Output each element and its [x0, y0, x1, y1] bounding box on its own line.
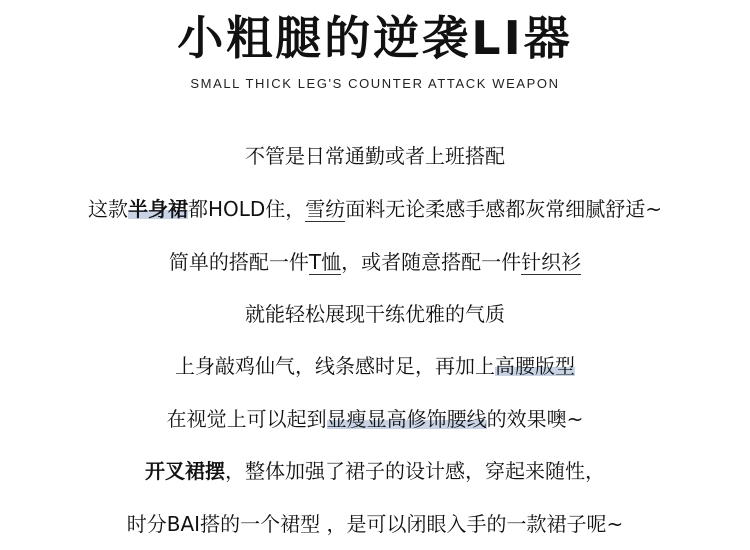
- line-6-text-a: 在视觉上可以起到: [166, 407, 327, 431]
- highlight-high-waist: 高腰版型: [495, 354, 575, 378]
- text-line-1: [0, 142, 750, 170]
- line-3-text-c: ，或者随意搭配一件: [341, 250, 522, 274]
- text-line-2: [0, 195, 750, 223]
- line-5-text-a: 上身敲鸡仙气，线条感时足，再加上: [175, 354, 495, 378]
- line-2-text-c: 都HOLD住，: [187, 197, 306, 221]
- underline-tshirt: T恤: [308, 250, 342, 274]
- line-3-text-a: 简单的搭配一件: [168, 250, 309, 274]
- line-1-text: 不管是日常通勤或者上班搭配: [245, 144, 505, 168]
- line-2-text-a: 这款: [87, 197, 128, 221]
- text-line-4: [0, 300, 750, 328]
- underline-chiffon: 雪纺: [305, 197, 346, 221]
- bold-slit-hem: 开叉裙摆: [145, 459, 225, 483]
- line-8-text: 时分BAI搭的一个裙型 ，是可以闭眼入手的一款裙子呢~: [126, 512, 624, 536]
- text-line-5: [0, 352, 750, 380]
- line-6-text-c: 的效果噢~: [486, 407, 584, 431]
- text-line-3: [0, 248, 750, 276]
- underline-knit: 针织衫: [521, 250, 582, 274]
- text-line-7: [0, 457, 750, 485]
- line-4-text: 就能轻松展现干练优雅的气质: [245, 302, 505, 326]
- highlight-slimming: 显瘦显高修饰腰线: [326, 407, 487, 431]
- line-2-text-e: 面料无论柔感手感都灰常细腻舒适~: [345, 197, 663, 221]
- line-7-text-b: ，整体加强了裙子的设计感，穿起来随性，: [225, 459, 605, 483]
- text-line-8: [0, 510, 750, 538]
- page-subtitle: SMALL THICK LEG'S COUNTER ATTACK WEAPON: [190, 76, 560, 91]
- page-title: 小粗腿的逆袭LI器: [177, 11, 573, 65]
- text-line-6: [0, 405, 750, 433]
- highlight-skirt: 半身裙: [127, 197, 188, 221]
